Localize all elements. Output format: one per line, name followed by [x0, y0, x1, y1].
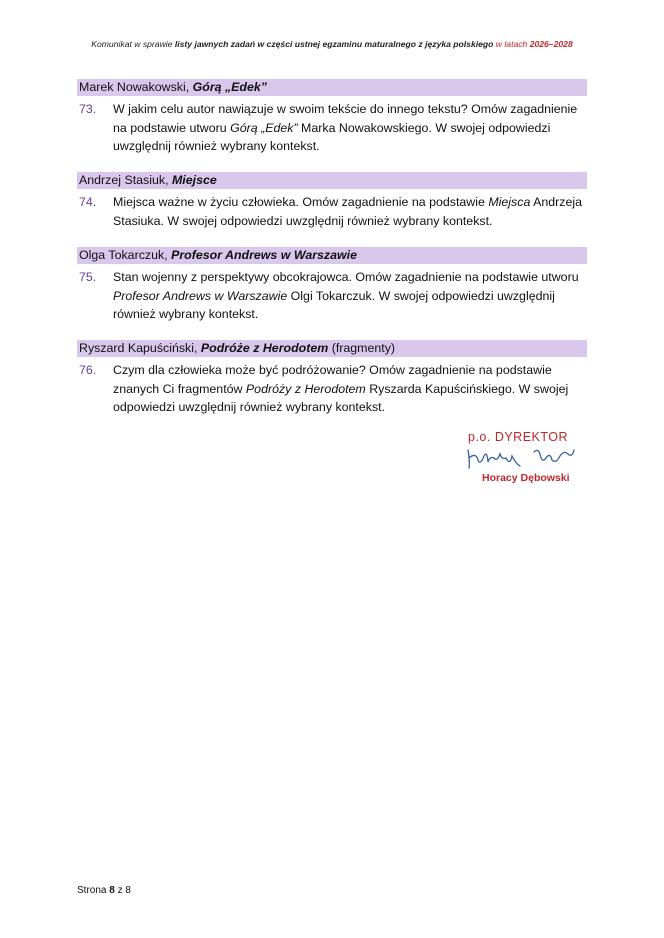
section-title: Górą „Edek”	[192, 80, 267, 94]
signature-name: Horacy Dębowski	[482, 472, 570, 484]
footer-separator: z	[114, 885, 126, 896]
task-item	[77, 268, 587, 324]
header-text-3: w latach	[493, 39, 530, 49]
section-suffix: (fragmenty)	[328, 341, 396, 355]
page-header	[0, 39, 664, 49]
section-title: Profesor Andrews w Warszawie	[171, 248, 357, 262]
task-section-74	[77, 172, 587, 230]
task-text: Miejsca ważne w życiu człowieka. Omów zagadnienie na podstawie Miejsca Andrzeja Stasiuka. W swojej odpowiedzi uwzględnij również wybrany kontekst.	[113, 195, 583, 228]
section-title: Miejsce	[171, 173, 217, 187]
header-text-bold: listy jawnych zadań w części ustnej egzaminu maturalnego z języka polskiego	[174, 39, 494, 49]
handwritten-signature	[464, 444, 576, 472]
task-section-76	[77, 340, 587, 417]
header-years: 2026–2028	[529, 39, 573, 49]
section-author: Ryszard Kapuściński,	[79, 341, 201, 355]
section-author: Marek Nowakowski,	[79, 80, 193, 94]
task-section-75	[77, 247, 587, 324]
task-item	[77, 193, 587, 230]
section-heading	[77, 247, 587, 264]
task-text: Czym dla człowieka może być podróżowanie? Omów zagadnienie na podstawie znanych Ci fragmentów Podróży z Herodotem Ryszarda Kapuścińskiego. W swojej odpowiedzi uwzględnij również wybrany kontekst.	[113, 363, 569, 414]
task-number: 75.	[79, 270, 97, 284]
task-text: Stan wojenny z perspektywy obcokrajowca. Omów zagadnienie na podstawie utworu Profesor Andrews w Warszawie Olgi Tokarczuk. W swojej odpowiedzi uwzględnij również wybrany kontekst.	[113, 270, 579, 321]
signature-title: p.o. DYREKTOR	[468, 430, 569, 444]
task-number: 76.	[79, 363, 97, 377]
header-text-1: Komunikat w sprawie	[91, 39, 175, 49]
signature-block	[458, 430, 578, 490]
task-number: 73.	[79, 102, 97, 116]
task-item	[77, 100, 587, 156]
section-author: Olga Tokarczuk,	[79, 248, 172, 262]
page-footer	[77, 885, 131, 896]
section-author: Andrzej Stasiuk,	[79, 173, 172, 187]
task-section-73	[77, 79, 587, 156]
section-title: Podróże z Herodotem	[200, 341, 329, 355]
section-heading	[77, 172, 587, 189]
footer-total: 8	[125, 885, 131, 896]
section-heading	[77, 340, 587, 357]
task-text: W jakim celu autor nawiązuje w swoim tekście do innego tekstu? Omów zagadnienie na podstawie utworu Górą „Edek” Marka Nowakowskiego. W swojej odpowiedzi uwzględnij również wybrany kontekst.	[113, 102, 578, 153]
task-number: 74.	[79, 195, 97, 209]
footer-label: Strona	[77, 885, 110, 896]
task-item	[77, 361, 587, 417]
footer-page-number: 8	[109, 885, 115, 896]
section-heading	[77, 79, 587, 96]
